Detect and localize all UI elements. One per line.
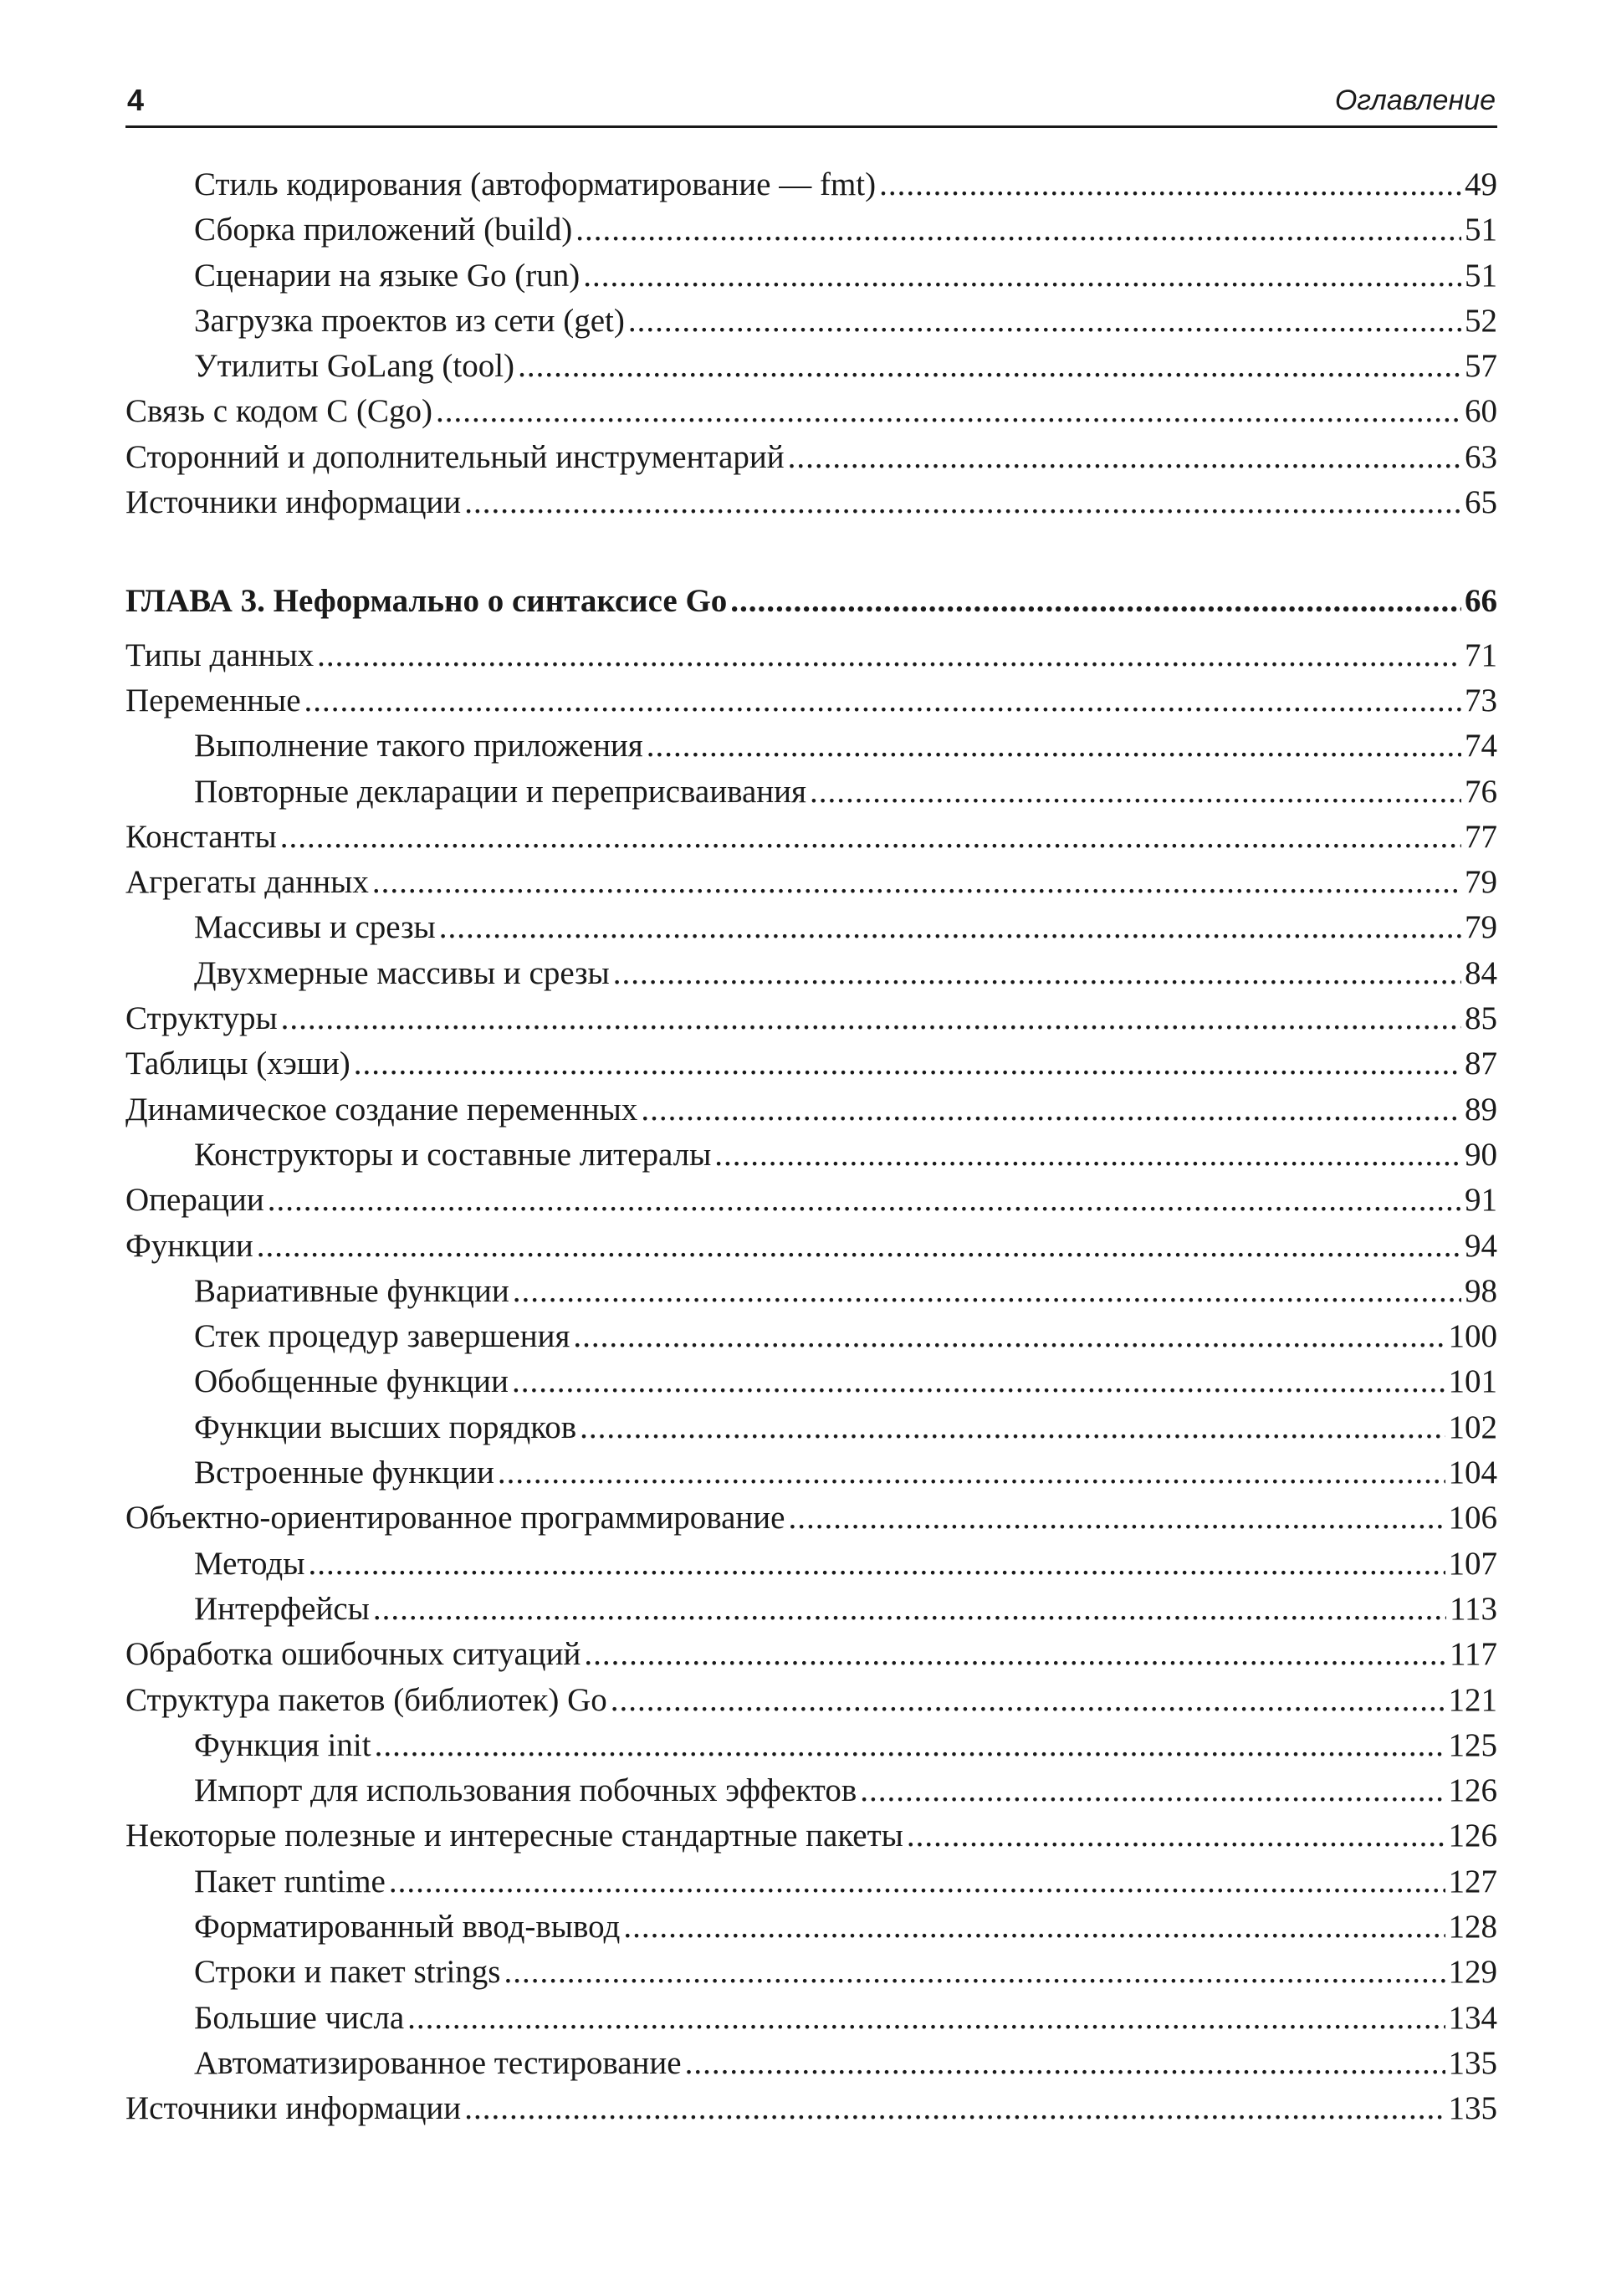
toc-entry <box>125 860 1497 905</box>
toc-entry-page: 52 <box>1465 302 1497 339</box>
toc-entry <box>125 996 1497 1041</box>
toc-entry <box>125 1678 1497 1723</box>
toc-entry-title: Встроенные функции <box>194 1455 494 1491</box>
toc-subentry <box>125 1542 1497 1587</box>
dot-leader <box>257 1224 1461 1269</box>
dot-leader <box>354 1041 1461 1087</box>
dot-leader <box>788 435 1461 480</box>
toc-entry-title: Объектно-ориентированное программирование <box>125 1500 785 1537</box>
toc-entry-title: Пакет runtime <box>194 1863 386 1900</box>
toc-entry-page: 113 <box>1449 1590 1497 1627</box>
toc-subentry <box>125 162 1497 207</box>
toc-entry-page: 79 <box>1465 864 1497 901</box>
dot-leader <box>907 1813 1445 1859</box>
toc-entry-title: Некоторые полезные и интересные стандартные пакеты <box>125 1818 903 1854</box>
toc-entry-page: 98 <box>1465 1272 1497 1309</box>
toc-entry-page: 87 <box>1465 1046 1497 1082</box>
toc-entry-page: 94 <box>1465 1227 1497 1264</box>
toc-entry <box>125 480 1497 525</box>
dot-leader <box>788 1496 1445 1541</box>
toc-entry <box>125 1224 1497 1269</box>
toc-entry-title: Связь с кодом С (Cgo) <box>125 393 432 430</box>
dot-leader <box>372 860 1461 905</box>
toc-subentry <box>125 2041 1497 2086</box>
dot-leader <box>580 1405 1445 1450</box>
dot-leader <box>373 1587 1446 1632</box>
toc-entry-title: Таблицы (хэши) <box>125 1046 350 1082</box>
toc-entry-title: Операции <box>125 1182 264 1219</box>
running-head: Оглавление <box>1334 84 1496 116</box>
toc-subentry <box>125 1723 1497 1768</box>
toc-entry-page: 102 <box>1448 1409 1497 1445</box>
dot-leader <box>304 678 1461 724</box>
toc-entry <box>125 1041 1497 1087</box>
toc-entry-page: 84 <box>1465 954 1497 991</box>
toc-entry-title: Стиль кодирования (автоформатирование — fmt) <box>194 166 877 202</box>
dot-leader <box>436 389 1461 434</box>
toc-entry-title: Структуры <box>125 1000 278 1037</box>
dot-leader <box>389 1859 1445 1905</box>
toc-entry-page: 90 <box>1465 1136 1497 1173</box>
toc-entry-page: 79 <box>1465 909 1497 946</box>
toc-entry-title: Агрегаты данных <box>125 864 369 901</box>
toc-subentry <box>125 1587 1497 1632</box>
toc-entry-title: Динамическое создание переменных <box>125 1091 638 1128</box>
toc-chapter-heading <box>125 579 1497 624</box>
toc-entry-page: 60 <box>1465 393 1497 430</box>
toc-subentry <box>125 1905 1497 1950</box>
toc-entry <box>125 1178 1497 1223</box>
toc-entry-page: 65 <box>1465 484 1497 521</box>
dot-leader <box>611 1678 1445 1723</box>
toc-entry <box>125 435 1497 480</box>
toc-entry-page: 106 <box>1448 1500 1497 1537</box>
toc-entry-title: Автоматизированное тестирование <box>194 2044 682 2081</box>
dot-leader <box>464 480 1461 525</box>
dot-leader <box>810 770 1461 815</box>
toc-entry-page: 57 <box>1465 348 1497 385</box>
toc-subentry <box>125 724 1497 769</box>
toc-subentry <box>125 1405 1497 1450</box>
toc-entry-title: Выполнение такого приложения <box>194 728 643 764</box>
dot-leader <box>308 1542 1445 1587</box>
toc-entry-title: Строки и пакет strings <box>194 1954 501 1991</box>
toc-entry-page: 85 <box>1465 1000 1497 1037</box>
toc-entry <box>125 1087 1497 1133</box>
toc-entry-title: Вариативные функции <box>194 1272 509 1309</box>
toc-entry-title: Форматированный ввод-вывод <box>194 1908 621 1945</box>
toc-entry-page: 77 <box>1465 818 1497 855</box>
toc-subentry <box>125 1269 1497 1314</box>
toc-section-after <box>125 633 1497 2132</box>
dot-leader <box>513 1269 1461 1314</box>
dot-leader <box>280 815 1461 860</box>
dot-leader <box>685 2041 1445 2086</box>
toc-entry-title: Сторонний и дополнительный инструментарий <box>125 438 785 475</box>
toc-entry-page: 89 <box>1465 1091 1497 1128</box>
toc-entry-page: 101 <box>1448 1363 1497 1400</box>
toc-subentry <box>125 1314 1497 1359</box>
dot-leader <box>730 579 1461 624</box>
toc-entry-page: 135 <box>1448 2090 1497 2127</box>
toc-entry-title: Источники информации <box>125 2090 462 2127</box>
dot-leader <box>498 1450 1445 1496</box>
toc-entry-page: 73 <box>1465 682 1497 718</box>
toc-entry-page: 63 <box>1465 438 1497 475</box>
toc-entry-title: Методы <box>194 1545 305 1582</box>
toc-entry-page: 107 <box>1448 1545 1497 1582</box>
dot-leader <box>623 1905 1445 1950</box>
dot-leader <box>613 951 1461 996</box>
dot-leader <box>628 299 1461 344</box>
toc-entry-title: Импорт для использования побочных эффектов <box>194 1772 857 1809</box>
toc-entry <box>125 389 1497 434</box>
toc-entry-title: Большие числа <box>194 1999 405 2036</box>
toc-entry-title: Стек процедур завершения <box>194 1318 570 1355</box>
toc-entry-title: Конструкторы и составные литералы <box>194 1136 712 1173</box>
toc-entry-title: Интерфейсы <box>194 1590 370 1627</box>
toc-entry <box>125 1496 1497 1541</box>
toc-subentry <box>125 1996 1497 2041</box>
toc-subentry <box>125 299 1497 344</box>
dot-leader <box>641 1087 1461 1133</box>
toc-entry-page: 125 <box>1448 1726 1497 1763</box>
toc-entry-title: Функции высших порядков <box>194 1409 577 1445</box>
dot-leader <box>860 1768 1445 1813</box>
toc-entry-page: 104 <box>1448 1455 1497 1491</box>
toc-entry <box>125 1813 1497 1859</box>
toc-subentry <box>125 905 1497 950</box>
toc-section-before <box>125 162 1497 525</box>
toc-subentry <box>125 253 1497 299</box>
toc-entry <box>125 1632 1497 1677</box>
toc-entry-title: Константы <box>125 818 277 855</box>
dot-leader <box>647 724 1461 769</box>
toc-entry-title: Источники информации <box>125 484 462 521</box>
toc-subentry <box>125 1859 1497 1905</box>
toc-entry-page: 51 <box>1465 212 1497 248</box>
toc-entry-title: Структура пакетов (библиотек) Go <box>125 1681 607 1718</box>
toc-entry-title: Сценарии на языке Go (run) <box>194 257 581 294</box>
toc-entry-title: Функция init <box>194 1726 371 1763</box>
chapter-title: ГЛАВА 3. Неформально о синтаксисе Go <box>125 583 728 620</box>
toc-entry <box>125 633 1497 678</box>
dot-leader <box>714 1133 1461 1178</box>
dot-leader <box>512 1359 1445 1404</box>
toc-entry-title: Переменные <box>125 682 301 718</box>
toc-subentry <box>125 207 1497 253</box>
dot-leader <box>573 1314 1445 1359</box>
dot-leader <box>575 207 1461 253</box>
page-number: 4 <box>127 83 145 117</box>
toc-entry-page: 126 <box>1448 1818 1497 1854</box>
toc-entry-page: 134 <box>1448 1999 1497 2036</box>
dot-leader <box>281 996 1461 1041</box>
toc-entry-page: 51 <box>1465 257 1497 294</box>
toc-entry <box>125 2086 1497 2131</box>
toc-entry-page: 100 <box>1448 1318 1497 1355</box>
toc-subentry <box>125 770 1497 815</box>
toc-entry-page: 71 <box>1465 637 1497 673</box>
dot-leader <box>317 633 1461 678</box>
toc-entry-page: 49 <box>1465 166 1497 202</box>
dot-leader <box>407 1996 1445 2041</box>
toc-entry-page: 135 <box>1448 2044 1497 2081</box>
dot-leader <box>439 905 1461 950</box>
toc-entry-title: Загрузка проектов из сети (get) <box>194 302 625 339</box>
toc-entry-page: 128 <box>1448 1908 1497 1945</box>
dot-leader <box>504 1950 1445 1995</box>
page-header <box>125 82 1497 128</box>
toc-entry-page: 117 <box>1449 1636 1497 1673</box>
dot-leader <box>583 253 1461 299</box>
toc-entry-title: Функции <box>125 1227 253 1264</box>
table-of-contents <box>125 162 1497 2131</box>
toc-entry-page: 126 <box>1448 1772 1497 1809</box>
dot-leader <box>464 2086 1445 2131</box>
toc-subentry <box>125 1450 1497 1496</box>
toc-entry-page: 121 <box>1448 1681 1497 1718</box>
toc-entry-title: Сборка приложений (build) <box>194 212 573 248</box>
dot-leader <box>879 162 1461 207</box>
chapter-gap <box>125 625 1497 633</box>
toc-entry-title: Обработка ошибочных ситуаций <box>125 1636 581 1673</box>
toc-subentry <box>125 344 1497 389</box>
toc-subentry <box>125 1359 1497 1404</box>
toc-entry <box>125 678 1497 724</box>
toc-subentry <box>125 951 1497 996</box>
toc-subentry <box>125 1768 1497 1813</box>
dot-leader <box>375 1723 1445 1768</box>
toc-subentry <box>125 1950 1497 1995</box>
toc-entry <box>125 815 1497 860</box>
dot-leader <box>584 1632 1446 1677</box>
toc-entry-page: 91 <box>1465 1182 1497 1219</box>
toc-entry-title: Массивы и срезы <box>194 909 436 946</box>
toc-subentry <box>125 1133 1497 1178</box>
toc-entry-title: Типы данных <box>125 637 315 673</box>
toc-entry-page: 127 <box>1448 1863 1497 1900</box>
toc-entry-title: Утилиты GoLang (tool) <box>194 348 515 385</box>
section-gap <box>125 525 1497 579</box>
dot-leader <box>518 344 1461 389</box>
toc-entry-title: Обобщенные функции <box>194 1363 509 1400</box>
toc-entry-page: 74 <box>1465 728 1497 764</box>
toc-entry-page: 129 <box>1448 1954 1497 1991</box>
dot-leader <box>268 1178 1461 1223</box>
toc-entry-title: Повторные декларации и переприсваивания <box>194 773 806 810</box>
chapter-page: 66 <box>1465 583 1497 620</box>
toc-entry-page: 76 <box>1465 773 1497 810</box>
toc-entry-title: Двухмерные массивы и срезы <box>194 954 610 991</box>
